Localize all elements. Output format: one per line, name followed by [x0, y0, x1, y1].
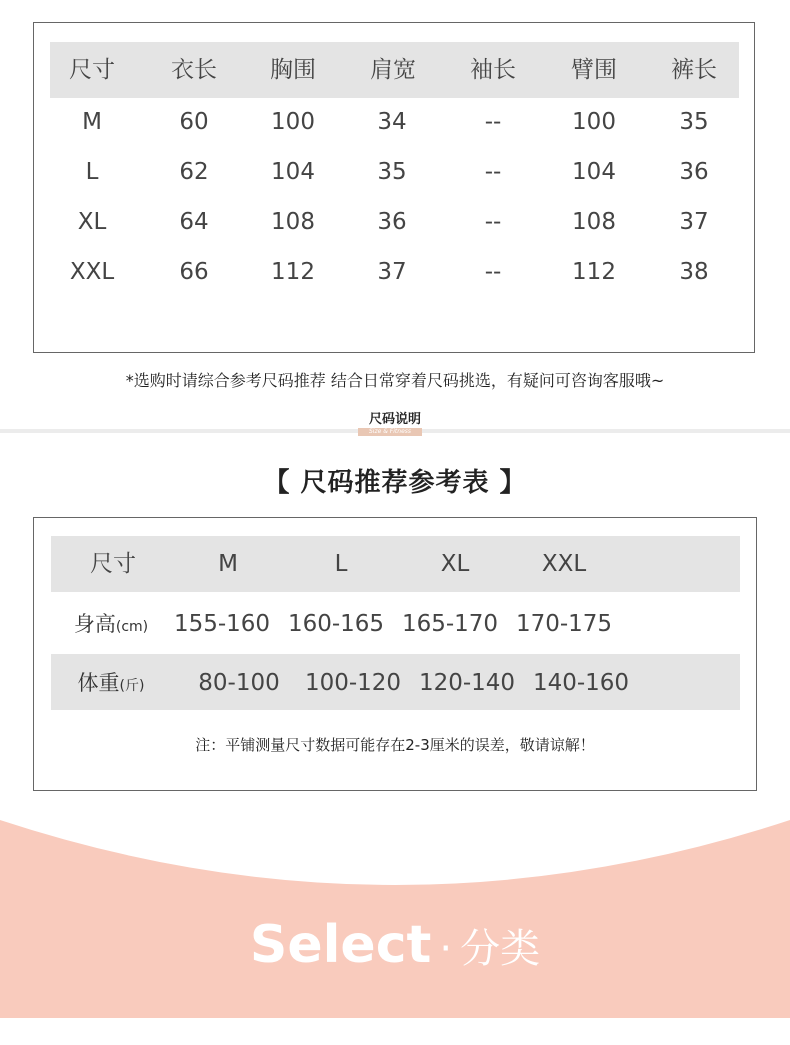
- table-cell: L: [85, 159, 99, 185]
- header-cell: 尺寸: [90, 551, 136, 577]
- table-cell: 37: [679, 209, 709, 235]
- table-cell: 104: [572, 159, 616, 185]
- table-cell: XXL: [69, 259, 115, 285]
- table-cell: 108: [271, 209, 315, 235]
- measurement-note: 注：平铺测量尺寸数据可能存在2-3厘米的误差，敬请谅解！: [195, 736, 595, 754]
- table-cell: --: [484, 259, 502, 285]
- table-cell: 165-170: [401, 611, 499, 637]
- table-cell: 35: [377, 159, 407, 185]
- table-cell: 35: [679, 109, 709, 135]
- table-cell: 170-175: [515, 611, 613, 637]
- row-label: 身高(cm): [73, 612, 149, 636]
- selection-note: *选购时请综合参考尺码推荐 结合日常穿着尺码挑选，有疑问可咨询客服哦~: [125, 371, 665, 390]
- row-label: 体重(斤): [77, 671, 145, 695]
- table-cell: 64: [179, 209, 209, 235]
- recommend-title: 【 尺码推荐参考表 】: [263, 468, 527, 498]
- table-cell: 38: [679, 259, 709, 285]
- table-cell: 100: [271, 109, 315, 135]
- table-cell: 62: [179, 159, 209, 185]
- table-cell: --: [484, 109, 502, 135]
- recommend-table: [33, 517, 757, 791]
- select-title-dot: ·: [439, 926, 453, 972]
- table-cell: 36: [377, 209, 407, 235]
- size-table-header: [50, 42, 739, 98]
- table-cell: M: [82, 109, 102, 135]
- table-cell: 37: [377, 259, 407, 285]
- header-cell: 臂围: [571, 57, 617, 83]
- table-cell: 36: [679, 159, 709, 185]
- table-row: [51, 654, 740, 710]
- header-cell: 尺寸: [69, 57, 115, 83]
- header-cell: 衣长: [171, 57, 217, 83]
- table-cell: 120-140: [418, 670, 516, 696]
- header-cell: 裤长: [671, 57, 717, 83]
- header-cell: XL: [440, 551, 470, 577]
- select-title-en: Select: [249, 915, 432, 975]
- table-cell: 60: [179, 109, 209, 135]
- table-cell: 100-120: [304, 670, 402, 696]
- header-cell: 袖长: [470, 57, 516, 83]
- header-cell: L: [334, 551, 348, 577]
- bottom-strip: [0, 1018, 790, 1045]
- select-title-zh: 分类: [460, 926, 541, 972]
- table-cell: 112: [271, 259, 315, 285]
- section-tag: Size & Fitness: [358, 428, 422, 436]
- table-cell: 140-160: [532, 670, 630, 696]
- table-cell: 155-160: [173, 611, 271, 637]
- table-cell: 34: [377, 109, 407, 135]
- table-cell: XL: [77, 209, 107, 235]
- section-title: 尺码说明: [368, 412, 421, 427]
- table-cell: 108: [572, 209, 616, 235]
- size-table: [33, 22, 755, 353]
- header-cell: 胸围: [270, 57, 316, 83]
- table-cell: 112: [572, 259, 616, 285]
- table-cell: 66: [179, 259, 209, 285]
- table-cell: 104: [271, 159, 315, 185]
- table-cell: 80-100: [198, 670, 280, 696]
- table-cell: --: [484, 159, 502, 185]
- header-cell: 肩宽: [370, 57, 416, 83]
- table-cell: --: [484, 209, 502, 235]
- header-cell: XXL: [541, 551, 587, 577]
- select-banner-title: [0, 915, 790, 975]
- header-cell: M: [218, 551, 238, 577]
- recommend-header: [51, 536, 740, 592]
- table-cell: 160-165: [287, 611, 385, 637]
- table-cell: 100: [572, 109, 616, 135]
